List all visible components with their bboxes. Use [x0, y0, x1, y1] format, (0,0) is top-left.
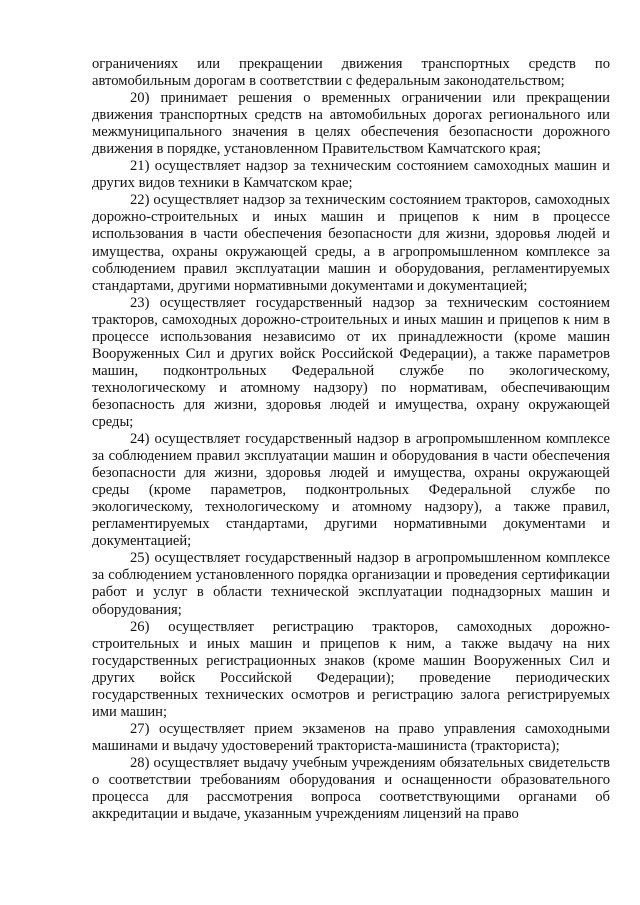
- paragraph-item-25: 25) осуществляет государственный надзор в агропромышленном комплексе за соблюдением установленного порядка организации и проведения сертификации работ и услуг в области технической эксплуатации поднадзорных машин и оборудования;: [92, 550, 610, 618]
- document-page: [92, 56, 610, 823]
- paragraph-item-27: 27) осуществляет прием экзаменов на право управления самоходными машинами и выдачу удостоверений тракториста-машиниста (тракториста);: [92, 720, 610, 754]
- paragraph-item-24: 24) осуществляет государственный надзор в агропромышленном комплексе за соблюдением правил эксплуатации машин и оборудования в части обеспечения безопасности для жизни, здоровья людей и имущества, охраны окружающей среды (кроме параметров, подконтрольных Федеральной службе по экологическому, технологическому и атомному надзору), а также правил, регламентируемых стандартами, другими нормативными документами и документацией;: [92, 431, 610, 550]
- paragraph-item-20: 20) принимает решения о временных ограничении или прекращении движения транспортных средств на автомобильных дорогах регионального или межмуниципального значения в целях обеспечения безопасности дорожного движения в порядке, установленном Правительством Камчатского края;: [92, 90, 610, 158]
- paragraph-item-21: 21) осуществляет надзор за техническим состоянием самоходных машин и других видов техники в Камчатском крае;: [92, 158, 610, 192]
- paragraph-item-22: 22) осуществляет надзор за техническим состоянием тракторов, самоходных дорожно-строительных и иных машин и прицепов к ним в процессе использования в части обеспечения безопасности для жизни, здоровья людей и имущества, охраны окружающей среды, а в агропромышленном комплексе за соблюдением правил эксплуатации машин и оборудования, регламентируемых стандартами, другими нормативными документами и документацией;: [92, 192, 610, 294]
- paragraph-item-26: 26) осуществляет регистрацию тракторов, самоходных дорожно-строительных и иных машин и прицепов к ним, а также выдачу на них государственных регистрационных знаков (кроме машин Вооруженных Сил и других войск Российской Федерации); проведение периодических государственных технических осмотров и регистрацию залога регистрируемых ими машин;: [92, 618, 610, 720]
- paragraph-continuation: ограничениях или прекращении движения транспортных средств по автомобильным дорогам в соответствии с федеральным законодательством;: [92, 56, 610, 90]
- paragraph-item-23: 23) осуществляет государственный надзор за техническим состоянием тракторов, самоходных дорожно-строительных и иных машин и прицепов к ним в процессе использования независимо от их принадлежности (кроме машин Вооруженных Сил и других войск Российской Федерации), а также параметров машин, подконтрольных Федеральной службе по экологическому, технологическому и атомному надзору) по нормативам, обеспечивающим безопасность для жизни, здоровья людей и имущества, охрану окружающей среды;: [92, 294, 610, 430]
- paragraph-item-28: 28) осуществляет выдачу учебным учреждениям обязательных свидетельств о соответствии требованиям оборудования и оснащенности образовательного процесса для рассмотрения вопроса соответствующими органами об аккредитации и выдаче, указанным учреждениям лицензий на право: [92, 754, 610, 823]
